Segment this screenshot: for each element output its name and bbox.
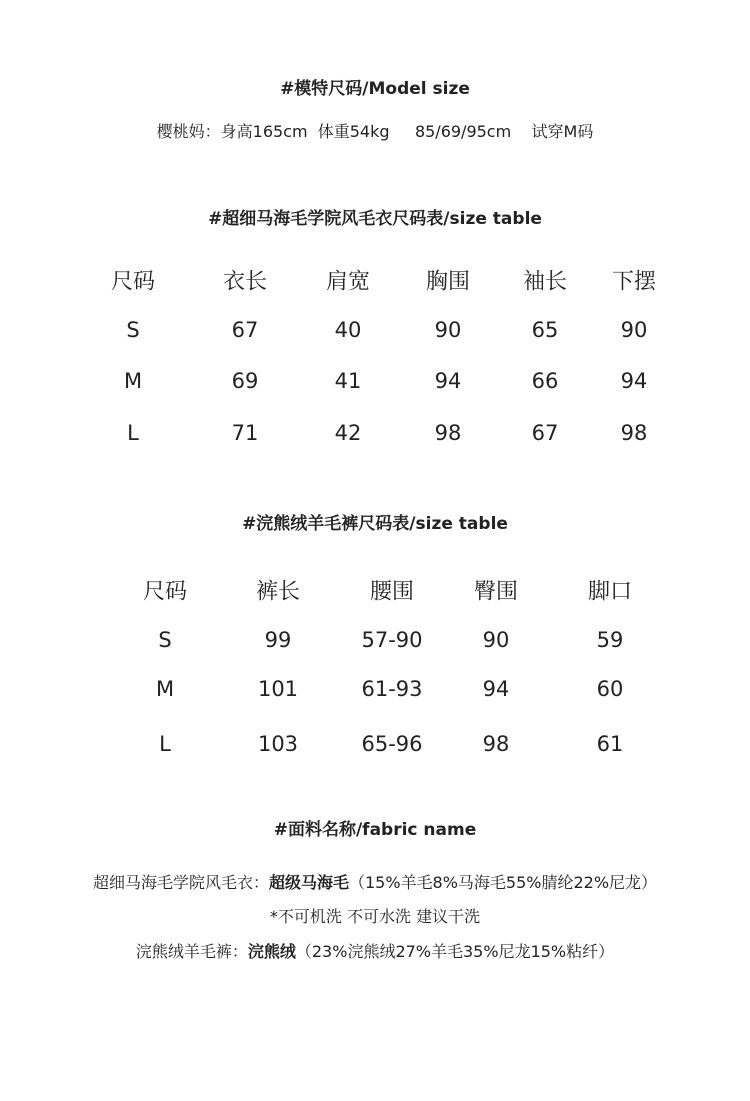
column-header: 脚口 bbox=[587, 579, 633, 605]
column-header: 下摆 bbox=[611, 269, 657, 295]
table-cell: 98 bbox=[434, 421, 462, 445]
pants-fabric-line bbox=[0, 939, 750, 962]
table-cell: 90 bbox=[620, 318, 648, 342]
coat-fabric-label: 超细马海毛学院风毛衣： bbox=[92, 873, 269, 892]
table-cell: 40 bbox=[334, 318, 362, 342]
table-cell: 61 bbox=[596, 732, 624, 756]
table-cell: 101 bbox=[257, 677, 299, 701]
column-header: 裤长 bbox=[255, 579, 301, 605]
table-cell: 67 bbox=[231, 318, 259, 342]
table-cell: 65-96 bbox=[361, 732, 423, 756]
table-cell: 98 bbox=[482, 732, 510, 756]
table-cell: 98 bbox=[620, 421, 648, 445]
column-header: 衣长 bbox=[222, 269, 268, 295]
column-header: 胸围 bbox=[425, 269, 471, 295]
table-cell: 61-93 bbox=[361, 677, 423, 701]
table-cell: 94 bbox=[620, 369, 648, 393]
table-cell: 57-90 bbox=[361, 628, 423, 652]
table-cell: 60 bbox=[596, 677, 624, 701]
table-cell: 90 bbox=[434, 318, 462, 342]
column-header: 肩宽 bbox=[325, 269, 371, 295]
table-cell: 42 bbox=[334, 421, 362, 445]
coat-size-table-title: #超细马海毛学院风毛衣尺码表/size table bbox=[208, 209, 542, 229]
column-header: 腰围 bbox=[369, 579, 415, 605]
coat-fabric-composition: （15%羊毛8%马海毛55%腈纶22%尼龙） bbox=[348, 873, 658, 892]
table-cell: 94 bbox=[482, 677, 510, 701]
column-header: 袖长 bbox=[522, 269, 568, 295]
model-size-title: #模特尺码/Model size bbox=[280, 79, 470, 99]
pants-fabric-label: 浣熊绒羊毛裤： bbox=[135, 942, 248, 961]
table-cell: 90 bbox=[482, 628, 510, 652]
table-cell: S bbox=[158, 628, 172, 652]
table-cell: 65 bbox=[531, 318, 559, 342]
table-cell: M bbox=[155, 677, 175, 701]
table-cell: L bbox=[127, 421, 139, 445]
table-cell: 103 bbox=[257, 732, 299, 756]
model-info: 樱桃妈：身高165cm 体重54kg 85/69/95cm 试穿M码 bbox=[156, 122, 594, 141]
table-cell: 69 bbox=[231, 369, 259, 393]
pants-size-table-title: #浣熊绒羊毛裤尺码表/size table bbox=[242, 514, 508, 534]
table-cell: 67 bbox=[531, 421, 559, 445]
table-cell: 71 bbox=[231, 421, 259, 445]
coat-fabric-line bbox=[0, 870, 750, 893]
table-cell: 41 bbox=[334, 369, 362, 393]
column-header: 尺码 bbox=[110, 269, 156, 295]
table-cell: L bbox=[159, 732, 171, 756]
table-cell: 94 bbox=[434, 369, 462, 393]
column-header: 臀围 bbox=[473, 579, 519, 605]
care-instructions: *不可机洗 不可水洗 建议干洗 bbox=[269, 907, 481, 926]
table-cell: 59 bbox=[596, 628, 624, 652]
column-header: 尺码 bbox=[142, 579, 188, 605]
pants-fabric-composition: （23%浣熊绒27%羊毛35%尼龙15%粘纤） bbox=[295, 942, 615, 961]
table-cell: S bbox=[126, 318, 140, 342]
coat-fabric-name: 超级马海毛 bbox=[268, 873, 349, 892]
table-cell: M bbox=[123, 369, 143, 393]
pants-fabric-name: 浣熊绒 bbox=[247, 942, 296, 961]
table-cell: 99 bbox=[264, 628, 292, 652]
fabric-title: #面料名称/fabric name bbox=[273, 820, 477, 840]
table-cell: 66 bbox=[531, 369, 559, 393]
